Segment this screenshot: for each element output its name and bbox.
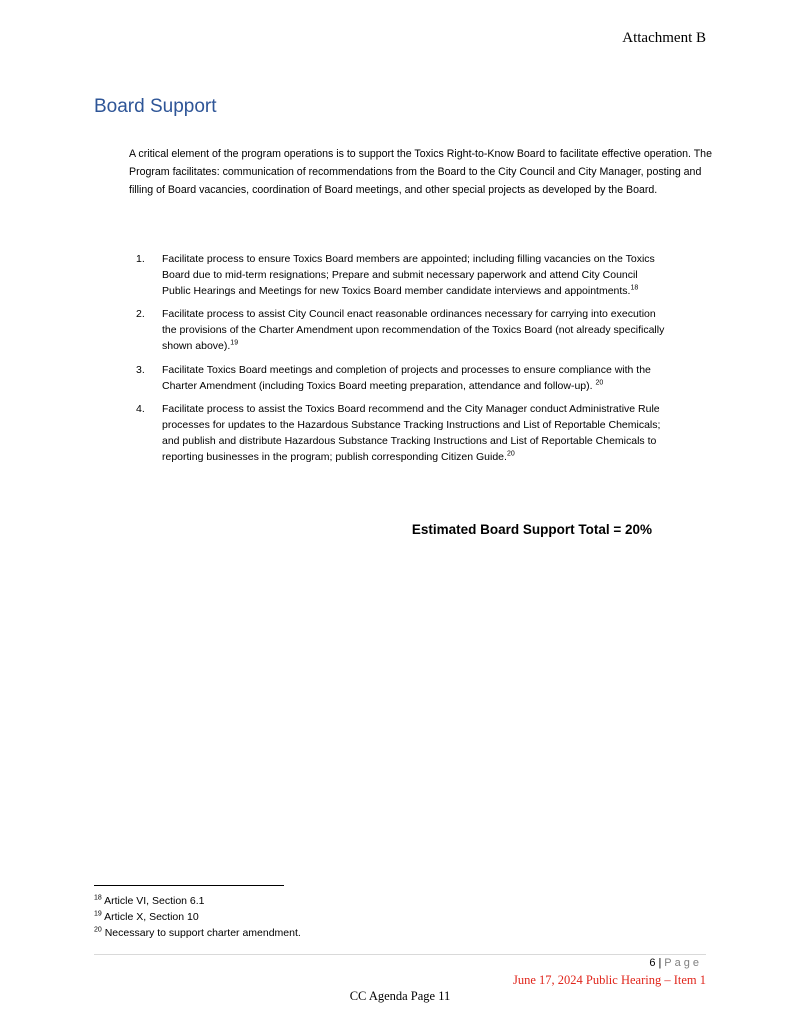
list-item — [136, 307, 666, 354]
footnote-text: Necessary to support charter amendment. — [104, 927, 301, 939]
footnote-number: 18 — [94, 894, 102, 902]
page-word: Page — [664, 957, 702, 969]
footnote-divider — [94, 885, 284, 886]
footnote-ref: 19 — [230, 339, 239, 347]
list-item-number: 3. — [136, 363, 145, 376]
footnote-number: 20 — [94, 926, 102, 934]
list-item-text: Facilitate process to ensure Toxics Board members are appointed; including filling vacancies on the Toxics Board due to mid-term resignations; Prepare and submit necessary paperwork and attend City Council Public Hearings and Meetings for new Toxics Board member candidate interviews and appointments. — [162, 253, 655, 297]
list-item-number: 2. — [136, 308, 145, 321]
estimated-total: Estimated Board Support Total = 20% — [411, 522, 652, 537]
intro-paragraph: A critical element of the program operations is to support the Toxics Right-to-Know Board to facilitate effective operation. The Program facilitates: communication of recommendations from the Board to the City Council and City Manager, posting and filling of Board vacancies, coordination of Board meetings, and other special projects as developed by the Board. — [129, 148, 712, 196]
footer-divider — [94, 954, 706, 955]
list-item-text: Facilitate process to assist City Council enact reasonable ordinances necessary for carrying into execution the provisions of the Charter Amendment upon recommendation of the Toxics Board (not already specifically shown above). — [162, 308, 665, 352]
task-list — [136, 252, 666, 474]
page-number-value: 6 — [649, 957, 656, 969]
section-heading: Board Support — [94, 96, 217, 117]
footnote-text: Article X, Section 10 — [104, 911, 199, 923]
footnote-ref: 20 — [506, 450, 515, 458]
page-separator: | — [658, 957, 662, 969]
attachment-label: Attachment B — [622, 30, 706, 46]
list-item — [136, 252, 666, 299]
footnote-ref: 18 — [630, 284, 639, 292]
footnote-ref: 20 — [595, 379, 604, 387]
footnote-text: Article VI, Section 6.1 — [104, 895, 205, 907]
list-item — [136, 363, 666, 395]
list-item — [136, 402, 666, 465]
page-number — [649, 957, 702, 969]
footnote-number: 19 — [94, 910, 102, 918]
footnote — [94, 925, 301, 941]
footnote — [94, 893, 301, 909]
list-item-number: 4. — [136, 403, 145, 416]
footnotes — [94, 893, 301, 941]
hearing-label: June 17, 2024 Public Hearing – Item 1 — [512, 973, 706, 987]
agenda-page: CC Agenda Page 11 — [349, 989, 451, 1003]
footnote — [94, 909, 301, 925]
list-item-number: 1. — [136, 253, 145, 265]
list-item-text: Facilitate process to assist the Toxics Board recommend and the City Manager conduct Administrative Rule processes for updates to the Hazardous Substance Tracking Instructions and List of Reportable Chemicals; and publish and distribute Hazardous Substance Tracking Instructions and List of Reportable Chemicals to reporting businesses in the program; publish corresponding Citizen Guide. — [162, 403, 661, 463]
list-item-text: Facilitate Toxics Board meetings and completion of projects and processes to ensure compliance with the Charter Amendment (including Toxics Board meeting preparation, attendance and follow-up). — [162, 363, 651, 392]
